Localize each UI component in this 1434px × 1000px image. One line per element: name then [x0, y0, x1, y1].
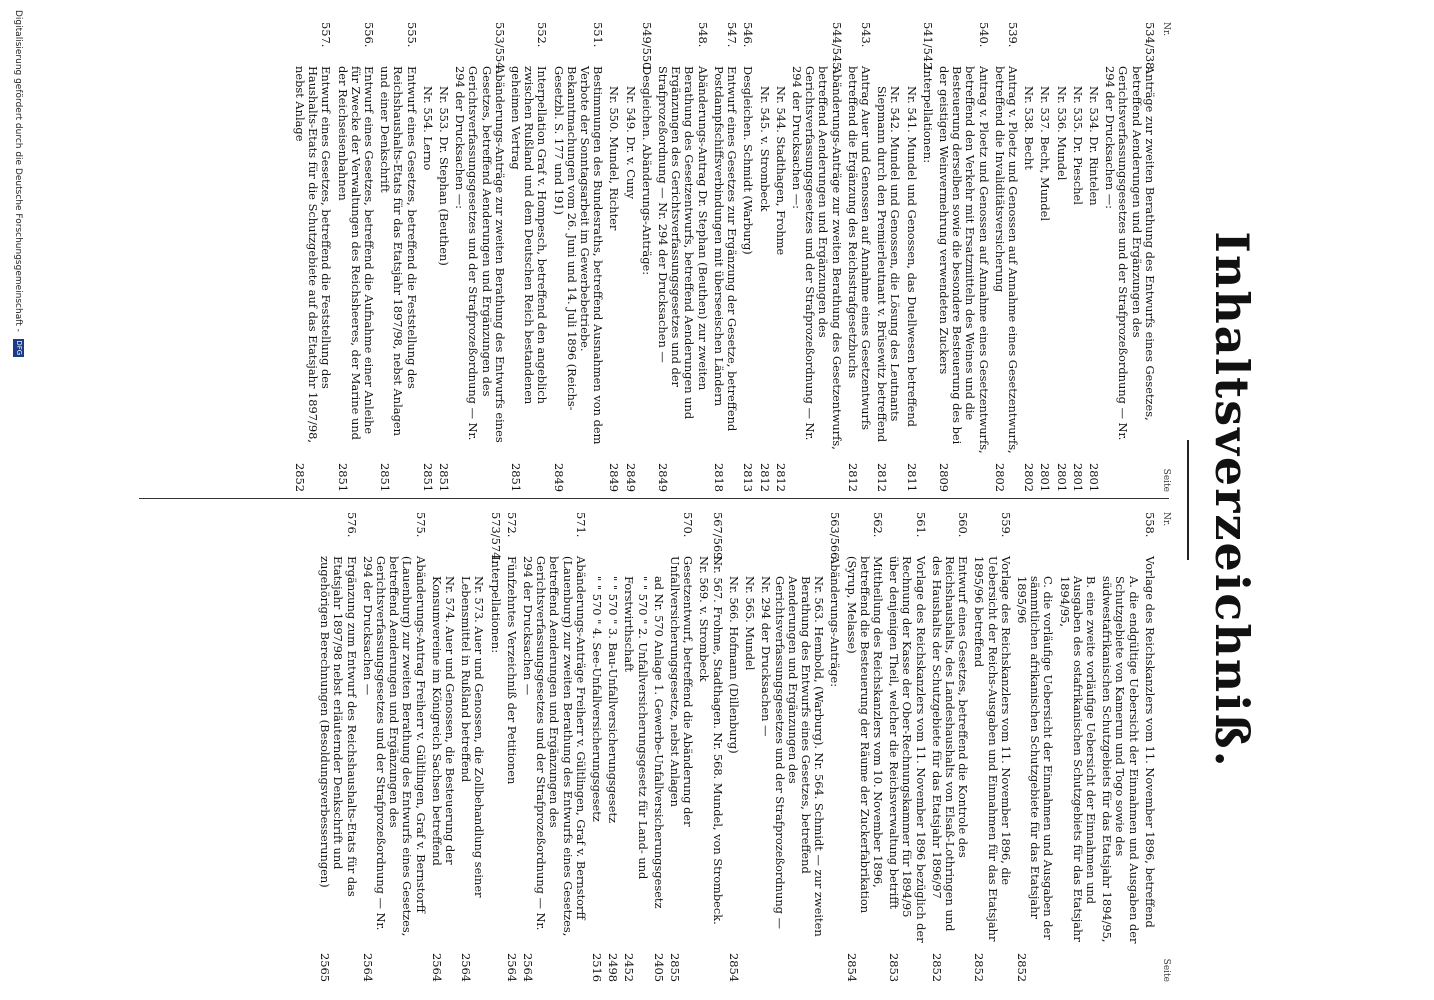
entry-number: 547. — [725, 22, 740, 48]
entry-text: Nr. 534. Dr. Rintelen — [1086, 86, 1101, 206]
toc-entry — [453, 22, 506, 492]
entry-text: Entwurf eines Gesetzes, betreffend die Aufnahme einer Anleihe für Zwecke der Verwaltungen des Reichsheeres, der Marine und der Reichseisenbahnen — [335, 66, 377, 440]
nr-heading: Nr. — [1161, 22, 1171, 37]
toc-entry — [335, 22, 375, 492]
entry-number — [1071, 22, 1084, 66]
entry-text: Abänderungs-Anträge zur zweiten Berathung des Entwurfs eines Gesetzes, betreffend Aenderungen und Ergänzungen des Gerichtsverfassungsgesetzes und der Strafprozeßordnung — Nr. 294 der Drucksachen —: — [453, 66, 507, 443]
seite-heading: Seite — [1161, 468, 1171, 492]
entry-number: 572. — [504, 512, 519, 538]
entry-text: Gesetzentwurf, betreffend die Abänderung der Unfallversicherungsgesetze, nebst Anlagen — [668, 556, 696, 827]
toc-entry — [488, 512, 501, 982]
toc-entry — [1015, 512, 1055, 982]
dfg-logo-icon: DFG — [15, 340, 23, 356]
toc-entry — [697, 512, 723, 982]
entry-text: Entwurf eines Gesetzes, betreffend die Feststellung des Reichshaushalts-Etats für das Etatsjahr 1897/98, nebst Anlagen und einer Denkschrift — [378, 66, 419, 436]
entry-page: 2851 — [335, 463, 350, 492]
entry-text: Entwurf eines Gesetzes, betreffend die Kontrole des Reichshaushalts, des Landeshaushalts von Elsaß-Lothringen und des Haushalts der Schutzgebiete für das Etatsjahr 1896/97 — [929, 556, 971, 932]
entry-number: 573/574. — [488, 512, 503, 563]
toc-entry — [1054, 22, 1067, 492]
entry-number — [904, 22, 917, 66]
entry-text: Nr. 563. Hembold, (Warburg). Nr. 564. Schmidt — zur zweiten Berathung des Entwurfs eines Gesetzes, betreffend Aenderungen und Ergänzungen des Gerichtsverfassungsgesetzes und der Strafprozeßordnung — Nr. 294 der Drucksachen — — [759, 576, 827, 937]
entry-number: 576. — [344, 512, 359, 538]
toc-entry — [656, 22, 709, 492]
toc-entry — [921, 22, 934, 492]
toc-entry — [828, 512, 841, 982]
toc-entry — [1038, 22, 1051, 492]
entry-text: B. eine zweite vorläufige Uebersicht der Einnahmen und Ausgaben des ostafrikanischen Schutzgebiets für das Etatsjahr 1894/95, — [1057, 576, 1098, 942]
entry-text: A. die endgültige Uebersicht der Einnahmen und Ausgaben der Schutzgebiete von Kamerun und Togo sowie des südwestafrikanischen Schutzgebiets für das Etatsjahr 1894/95, — [1100, 576, 1141, 944]
entry-page: 2812 — [757, 463, 772, 492]
entry-number: 552. — [535, 22, 550, 48]
toc-entry — [930, 512, 970, 982]
entry-page: 2812 — [773, 463, 788, 492]
entry-text: Nr. 566. Hofmann (Dillenburg) — [726, 576, 741, 754]
toc-entry — [378, 22, 418, 492]
toc-entry — [741, 22, 754, 492]
entry-text: " " 570 " 3. Bau-Unfallversicherungsgesetz — [606, 576, 621, 824]
entry-page: 2801 — [1086, 463, 1101, 492]
toc-entry — [1103, 22, 1156, 492]
toc-entry — [318, 512, 358, 982]
entry-text: Nr. 549. Dr. v. Cuny — [623, 86, 638, 200]
entry-page: 2812 — [845, 463, 860, 492]
entry-number: 539. — [1005, 22, 1020, 48]
entry-text: Entwurf eines Gesetzes zur Ergänzung der Gesetze, betreffend Postdampfschiffsverbindungen mit überseeischen Ländern — [711, 66, 740, 432]
entry-page: 2851 — [509, 463, 524, 492]
entry-page: 2855 — [668, 953, 683, 982]
entry-number — [757, 22, 770, 66]
toc-entry — [509, 22, 549, 492]
entry-text: Nr. 545. v. Strombeck — [757, 86, 772, 212]
entry-number — [606, 512, 619, 556]
entry-text: Nr. 535. Dr. Pieschel — [1070, 86, 1085, 205]
entry-page: 2498 — [606, 953, 621, 982]
entry-page: 2565 — [318, 953, 333, 982]
entry-page: 2849 — [607, 463, 622, 492]
entry-text: Nr. 542. Mundel und Genossen, die Lösung des Leutnants Siepmann durch den Premierleutnant v. Brüsewitz betreffend — [875, 86, 903, 443]
entry-text: Antrag v. Ploetz und Genossen auf Annahme eines Gesetzentwurfs, betreffend den Verkehr mit Ersatzmitteln des Weines und die Besteuerung derselben sowie die besondere Besteuerung des bei der geistigen Weinvermehrung verwendeten Zuckers — [936, 66, 991, 454]
toc-entry — [607, 22, 620, 492]
toc-entry — [790, 22, 843, 492]
right-entry-list — [318, 512, 1156, 982]
left-entry-list — [293, 22, 1156, 492]
entry-page: 2802 — [1022, 463, 1037, 492]
entry-number: 575. — [413, 512, 428, 538]
toc-entry — [459, 512, 485, 982]
entry-number — [652, 512, 665, 556]
toc-entry — [668, 512, 694, 982]
footer — [13, 10, 24, 357]
entry-text: Vorlage des Reichskanzlers vom 11. November 1896, betreffend — [1142, 556, 1157, 928]
entry-number: 570. — [681, 512, 696, 538]
entry-text: Desgleichen. Schmidt (Warburg) — [741, 66, 756, 255]
left-column — [290, 22, 1172, 492]
toc-entry — [437, 22, 450, 492]
entry-number — [759, 512, 825, 556]
entry-page: 2564 — [504, 953, 519, 982]
toc-entry — [937, 22, 990, 492]
entry-text: Abänderungs-Antrag Dr. Stephan (Beuthen) zur zweiten Berathung des Gesetzentwurfs, betreffend Aenderungen und Ergänzungen des Gerichtsverfassungsgesetzes und der Strafprozeßordnung — Nr. 294 der Drucksachen — — [656, 66, 710, 420]
entry-page: 2812 — [875, 463, 890, 492]
toc-entry — [623, 22, 636, 492]
entry-page: 2854 — [844, 953, 859, 982]
entry-page: 2852 — [1014, 953, 1029, 982]
entry-text: Abänderungs-Anträge zur zweiten Berathung des Gesetzentwurfs, betreffend Aenderungen und Ergänzungen des Gerichtsverfassungsgesetzes und der Strafprozeßordnung — Nr. 294 der Drucksachen —: — [789, 66, 844, 450]
entry-number — [1054, 22, 1067, 66]
entry-number: 561. — [913, 512, 928, 538]
entry-page: 2851 — [437, 463, 452, 492]
entry-page: 2516 — [590, 953, 605, 982]
entry-number: 557. — [319, 22, 334, 48]
entry-number — [774, 22, 787, 66]
entry-page: 2854 — [726, 953, 741, 982]
entry-text: Interpellation Graf v. Hompesch, betreffend den angeblich zwischen Rußland und dem Deutschen Reich bestandenen geheimen Vertrag — [509, 66, 550, 405]
entry-number: 541/542. — [920, 22, 935, 73]
entry-text: Nr. 544. Stadthagen, Frohme — [773, 86, 788, 256]
entry-number — [590, 512, 603, 556]
toc-entry — [774, 22, 787, 492]
entry-page: 2452 — [622, 953, 637, 982]
entry-text: ad Nr. 570 Anlage 1. Gewerbe-Unfallversicherungsgesetz — [651, 576, 666, 909]
entry-text: Mittheilung des Reichskanzlers vom 10. November 1896, betreffend die Besteuerung der Räume der Zuckerfabrikation (Syrup, Melasse) — [844, 556, 885, 914]
entry-text: Vorlage des Reichskanzlers vom 11. November 1896, die Uebersicht der Reichs-Ausgaben und Einnahmen für das Etatsjahr 1895/96 betreffend — [972, 556, 1013, 942]
entry-page: 2564 — [429, 953, 444, 982]
toc-entry — [606, 512, 619, 982]
entry-number — [1087, 22, 1100, 66]
entry-number — [430, 512, 456, 556]
entry-text: Nr. 565. Mundel — [743, 576, 758, 671]
entry-number: 553/554. — [492, 22, 507, 73]
toc-entry — [875, 22, 901, 492]
entry-text: Nr. 553. Dr. Stephan (Beuthen) — [437, 86, 452, 266]
toc-entry — [505, 512, 518, 982]
toc-entry — [757, 22, 770, 492]
toc-entry — [972, 512, 1012, 982]
entry-number: 571. — [573, 512, 588, 538]
entry-page: 2851 — [420, 463, 435, 492]
toc-entry — [430, 512, 456, 982]
entry-page: 2809 — [936, 463, 951, 492]
entry-text: Abänderungs-Anträge: — [828, 556, 843, 688]
entry-number: 544/545. — [829, 22, 844, 73]
entry-text: Abänderungs-Anträge Freiherr v. Gültlingen, Graf v. Bernstorff (Lauenburg) zur zweiten Berathung des Entwurfs eines Gesetzes, betreffend Aenderungen und Ergänzungen des Gerichtsverfassungsgesetzes und der Strafprozeßordnung — Nr. 294 der Drucksachen — — [521, 556, 588, 937]
entry-number — [1015, 512, 1055, 556]
entry-text: Nr. 574. Auer und Genossen, die Besteuerung der Konsumvereine im Königreich Sachsen betreffend — [429, 576, 458, 866]
nr-heading: Nr. — [1161, 512, 1171, 527]
entry-text: Interpellationen: — [488, 556, 503, 654]
entry-page: 2849 — [551, 463, 566, 492]
entry-text: Abänderungs-Antrag Freiherr v. Gültlingen, Graf v. Bernstorff (Lauenburg) zur zweiten Berathung des Entwurfs eines Gesetzes, betreffend Aenderungen und Ergänzungen des Gerichtsverfassungsgesetzes und der Strafprozeßordnung — Nr. 294 der Drucksachen — — [360, 556, 428, 937]
entry-text: Bestimmungen des Bundesraths, betreffend Ausnahmen von dem Verbote der Sonntagsarbeit im Gewerbebetriebe. Bekanntmachungen vom 26. Juni und 14. Juli 1896 (Reichs-Gesetzbl. S. 177 und 191) — [551, 66, 606, 445]
entry-number — [1038, 22, 1051, 66]
entry-text: Nr. 554. Lerno — [420, 86, 435, 171]
entry-text: " " 570 " 4. See-Unfallversicherungsgesetz — [590, 576, 605, 822]
entry-number — [459, 512, 485, 556]
entry-number: 534/538. — [1142, 22, 1157, 73]
toc-entry — [904, 22, 917, 492]
entry-page: 2801 — [1054, 463, 1069, 492]
entry-text: Interpellationen: — [920, 66, 935, 164]
entry-text: Ergänzung zum Entwurf des Reichshaushalts-Etats für das Etatsjahr 1897/98 nebst erläuternder Denkschrift und zugehörigen Berechnungen (Besoldungsverbesserungen) — [318, 556, 359, 897]
entry-text: Desgleichen. Abänderungs-Anträge: — [639, 66, 654, 276]
entry-number: 551. — [591, 22, 606, 48]
toc-entry — [1071, 22, 1084, 492]
toc-entry — [712, 22, 738, 492]
entry-number: 562. — [870, 512, 885, 538]
entry-page: 2801 — [1038, 463, 1053, 492]
toc-entry — [1022, 22, 1035, 492]
entry-text: Antrag v. Ploetz und Genossen auf Annahme eines Gesetzentwurfs, betreffend die Invaliditätsversicherung — [992, 66, 1020, 454]
entry-number: 559. — [998, 512, 1013, 538]
entry-page: 2852 — [972, 953, 987, 982]
toc-entry — [759, 512, 825, 982]
entry-text: Nr. 536. Mundel — [1054, 86, 1069, 181]
entry-text: Nr. 550. Mundel, Richter — [607, 86, 622, 231]
entry-number — [622, 512, 648, 556]
entry-text: Vorlage des Reichskanzlers vom 11. November 1896 bezüglich der Rechnung der Kasse der Ober-Rechnungskammer für 1894/95 über denjenigen Theil, welcher die Reichsverwaltung betrifft — [887, 556, 928, 943]
entry-number: 563/566. — [828, 512, 843, 563]
entry-page: 2801 — [1070, 463, 1085, 492]
toc-entry — [743, 512, 756, 982]
page-title: Inhaltsverzeichniß. — [1205, 231, 1259, 769]
toc-entry — [361, 512, 427, 982]
entry-number: 556. — [362, 22, 377, 48]
toc-entry — [846, 22, 872, 492]
entry-page: 2811 — [904, 463, 919, 492]
entry-number: 543. — [858, 22, 873, 48]
entry-page: 2564 — [360, 953, 375, 982]
right-column — [315, 512, 1172, 982]
entry-page: 2853 — [887, 953, 902, 982]
toc-entry — [521, 512, 587, 982]
entry-text: " " 570 " 2. Unfallversicherungsgesetz für Land- und Forstwirthschaft — [622, 576, 650, 880]
entry-page: 2564 — [521, 953, 536, 982]
toc-entry — [844, 512, 884, 982]
toc-entry — [640, 22, 653, 492]
entry-number — [1100, 512, 1140, 556]
entry-text: Entwurf eines Gesetzes, betreffend die Feststellung des Haushalts-Etats für die Schutzgebiete auf das Etatsjahr 1897/98, nebst Anlage — [293, 66, 334, 443]
entry-number — [727, 512, 740, 556]
entry-number — [1022, 22, 1035, 66]
entry-page: 2849 — [656, 463, 671, 492]
entry-number — [743, 512, 756, 556]
toc-entry — [1087, 22, 1100, 492]
entry-text: Nr. 567. Frohme, Stadthagen. Nr. 568. Mundel, von Strombeck. Nr. 569. v. Strombeck — [697, 556, 725, 925]
entry-number: 540. — [976, 22, 991, 48]
entry-text: Nr. 541. Mundel und Genossen, das Duellwesen betreffend — [904, 86, 919, 427]
toc-entry — [293, 22, 333, 492]
toc-entry — [1057, 512, 1097, 982]
entry-page: 2851 — [378, 463, 393, 492]
entry-page: 2849 — [623, 463, 638, 492]
entry-text: Anträge zur zweiten Berathung des Entwurfs eines Gesetzes, betreffend Aenderungen und Ergänzungen des Gerichtsverfassungsgesetzes und der Strafprozeßordnung — Nr. 294 der Drucksachen —: — [1103, 66, 1157, 441]
entry-number: 560. — [956, 512, 971, 538]
entry-number: 558. — [1142, 512, 1157, 538]
toc-entry — [622, 512, 648, 982]
toc-entry — [590, 512, 603, 982]
entry-number — [437, 22, 450, 66]
entry-text: Nr. 573. Auer und Genossen, die Zollbehandlung seiner Lebensmittel in Rußland betreffend — [459, 576, 487, 898]
entry-number — [607, 22, 620, 66]
footer-text: Digitalisierung gefördert durch die Deutsche Forschungsgemeinschaft - — [13, 10, 23, 332]
entry-page: 2405 — [651, 953, 666, 982]
entry-text: Nr. 537. Becht, Mundel — [1038, 86, 1053, 222]
title-rule — [1187, 440, 1189, 560]
toc-entry — [1143, 512, 1156, 982]
entry-number: 546. — [741, 22, 756, 48]
entry-text: Antrag Auer und Genossen auf Annahme eines Gesetzentwurfs betreffend die Ergänzung des Reichsstrafgesetzbuchs — [845, 66, 873, 430]
toc-entry — [727, 512, 740, 982]
toc-entry — [652, 512, 665, 982]
entry-page: 2852 — [929, 953, 944, 982]
toc-entry — [1100, 512, 1140, 982]
entry-page: 2852 — [293, 463, 308, 492]
entry-text: C. die vorläufige Uebersicht der Einnahmen und Ausgaben der sämmtlichen afrikanischen Schutzgebiete für das Etatsjahr 1895/96 — [1014, 576, 1056, 940]
toc-entry — [993, 22, 1019, 492]
left-column-header — [1159, 22, 1172, 492]
entry-page: 2564 — [459, 953, 474, 982]
entry-number — [1057, 512, 1097, 556]
toc-entry — [421, 22, 434, 492]
entry-page: 2813 — [741, 463, 756, 492]
toc-entry — [551, 22, 604, 492]
toc-entry — [887, 512, 927, 982]
seite-heading: Seite — [1161, 958, 1171, 982]
entry-number — [875, 22, 901, 66]
entry-page: 2802 — [992, 463, 1007, 492]
entry-number — [421, 22, 434, 66]
entry-text: Nr. 538. Becht — [1022, 86, 1037, 170]
entry-number — [623, 22, 636, 66]
entry-number: 549/550. — [639, 22, 654, 73]
column-divider — [139, 498, 1169, 499]
entry-number: 548. — [695, 22, 710, 48]
entry-number: 555. — [404, 22, 419, 48]
right-column-header — [1159, 512, 1172, 982]
entry-number: 567/569. — [710, 512, 725, 563]
entry-text: Fünfzehntes Verzeichniß der Petitionen — [504, 556, 519, 785]
entry-page: 2818 — [711, 463, 726, 492]
